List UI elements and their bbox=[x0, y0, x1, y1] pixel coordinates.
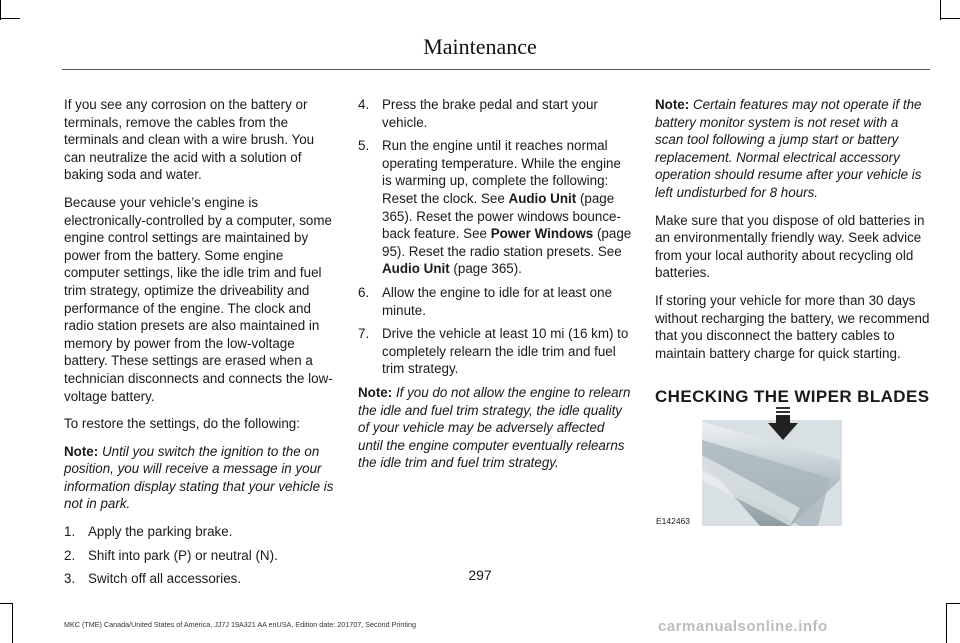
crop-mark bbox=[12, 603, 13, 643]
step-text: Switch off all accessories. bbox=[88, 571, 242, 587]
step-text-part: (page 365). bbox=[449, 261, 522, 277]
list-item bbox=[358, 96, 632, 131]
crop-mark bbox=[0, 603, 13, 604]
step-text-part: (page 365). Reset the power windows bounce-back feature. See bbox=[382, 190, 621, 242]
column-right bbox=[655, 96, 930, 406]
list-item bbox=[358, 137, 632, 278]
list-item bbox=[358, 325, 632, 378]
list-item bbox=[358, 284, 632, 319]
cross-reference-link[interactable]: Audio Unit bbox=[508, 190, 577, 206]
crop-mark bbox=[940, 18, 960, 19]
crop-mark bbox=[946, 603, 960, 604]
step-number: 2. bbox=[64, 547, 76, 563]
step-number: 3. bbox=[64, 571, 76, 587]
column-middle bbox=[358, 96, 632, 482]
note-text: Until you switch the ignition to the on position, you will receive a message in your information display stating that your vehicle is not in park. bbox=[64, 443, 334, 512]
note-text: Certain features may not operate if the battery monitor system is not reset with a scan tool following a jump start or battery replacement. Normal electrical accessory operation should resume after your vehicle is left undisturbed for 8 hours. bbox=[655, 97, 922, 200]
note-label: Note: bbox=[64, 443, 99, 459]
wiper-blade-image bbox=[700, 400, 850, 528]
step-text-part: Run the engine until it reaches normal operating temperature. While the engine is warming up, complete the following: Reset the clock. See bbox=[382, 138, 621, 206]
note bbox=[655, 96, 930, 202]
step-number: 1. bbox=[64, 524, 76, 540]
step-number: 5. bbox=[358, 138, 370, 154]
paragraph: If you see any corrosion on the battery or terminals, remove the cables from the terminals and clean with a wire brush. You can neutralize the acid with a solution of baking soda and water. bbox=[64, 97, 315, 183]
step-number: 7. bbox=[358, 326, 370, 342]
step-text: Allow the engine to idle for at least one minute. bbox=[382, 284, 613, 318]
crop-mark bbox=[946, 603, 947, 643]
page-title: Maintenance bbox=[423, 34, 537, 59]
note-label: Note: bbox=[358, 384, 393, 400]
cross-reference-link[interactable]: Audio Unit bbox=[382, 261, 450, 277]
note-text: If you do not allow the engine to relearn the idle and fuel trim strategy, the idle quality of your vehicle may be adversely affected until the engine computer eventually relearns the idle trim and fuel trim strategy. bbox=[358, 384, 631, 471]
paragraph: Make sure that you dispose of old batteries in an environmentally friendly way. Seek advice from your local authority about recycling old batteries. bbox=[655, 212, 925, 281]
step-text bbox=[382, 137, 632, 278]
header-rule bbox=[62, 69, 930, 70]
list-item bbox=[64, 547, 338, 565]
step-text-part: (page 95). Reset the radio station presets. See bbox=[382, 226, 632, 259]
paragraph: If storing your vehicle for more than 30 days without recharging the battery, we recommend that you disconnect the battery cables to maintain battery charge for quick starting. bbox=[655, 292, 930, 361]
watermark-logo bbox=[658, 618, 888, 634]
note bbox=[64, 443, 338, 513]
note bbox=[358, 384, 632, 472]
page-number: 297 bbox=[468, 567, 492, 583]
cross-reference-link[interactable]: Power Windows bbox=[490, 226, 594, 242]
crop-mark bbox=[940, 0, 941, 20]
step-text: Drive the vehicle at least 10 mi (16 km) to completely relearn the idle trim and fuel trim strategy. bbox=[382, 326, 629, 377]
crop-mark bbox=[0, 0, 1, 20]
crop-mark bbox=[0, 18, 20, 19]
wiper-blade-illustration bbox=[656, 400, 850, 528]
svg-text:carmanualsonline.info: carmanualsonline.info bbox=[658, 618, 828, 634]
step-number: 6. bbox=[358, 284, 370, 300]
step-text: Shift into park (P) or neutral (N). bbox=[88, 547, 278, 563]
note-label: Note: bbox=[655, 97, 690, 112]
paragraph: To restore the settings, do the following: bbox=[64, 416, 300, 432]
step-text: Apply the parking brake. bbox=[88, 524, 233, 540]
column-left bbox=[64, 96, 338, 594]
step-number: 4. bbox=[358, 97, 370, 112]
footer-text: MKC (TME) Canada/United States of America, JJ7J 19A321 AA enUSA, Edition date: 201707, Second Printing bbox=[64, 620, 416, 629]
step-text: Press the brake pedal and start your vehicle. bbox=[382, 97, 598, 130]
figure-code: E142463 bbox=[656, 516, 691, 526]
section-heading: CHECKING THE WIPER BLADES bbox=[655, 387, 930, 407]
list-item bbox=[64, 523, 338, 541]
paragraph: Because your vehicle’s engine is electronically-controlled by a computer, some engine control settings are maintained by power from the battery. Some engine computer settings, like the idle trim and fuel trim strategy, optimize the driveability and performance of the engine. The clock and radio station presets are also maintained in memory by power from the low-voltage battery. These settings are erased when a technician disconnects and connects the low-voltage battery. bbox=[64, 194, 333, 404]
